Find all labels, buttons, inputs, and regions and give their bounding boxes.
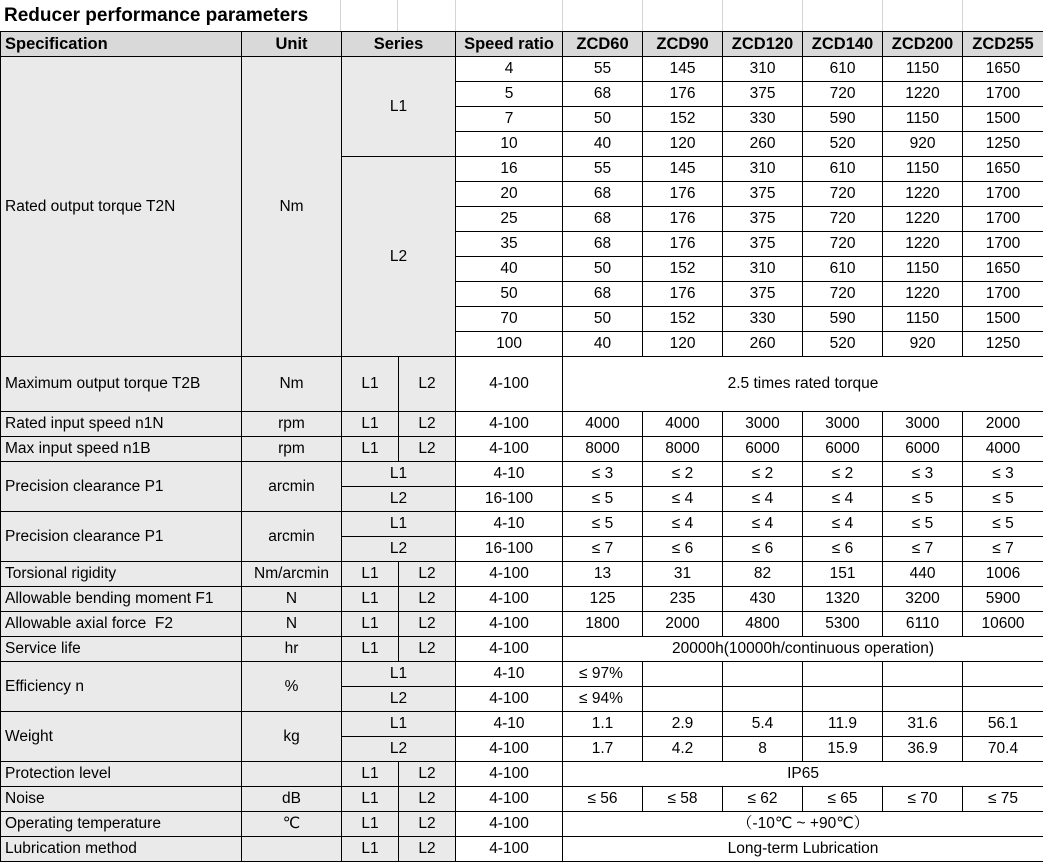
header-model: ZCD90 <box>643 32 723 57</box>
value-cell: 68 <box>563 232 643 257</box>
value-cell: 4.2 <box>643 737 723 762</box>
series-cell: L1 <box>342 762 399 787</box>
value-cell: ≤ 4 <box>723 512 803 537</box>
ratio-cell: 4-10 <box>456 662 563 687</box>
empty-cell <box>963 687 1043 712</box>
value-cell: ≤ 2 <box>803 462 883 487</box>
series-cell: L2 <box>342 157 456 357</box>
spec-cell: Efficiency n <box>1 662 242 712</box>
value-cell: 1.1 <box>563 712 643 737</box>
ratio-cell: 10 <box>456 132 563 157</box>
series-cell: L1 <box>342 837 399 862</box>
series-cell: L2 <box>342 487 456 512</box>
value-cell: 6000 <box>723 437 803 462</box>
ratio-cell: 100 <box>456 332 563 357</box>
value-cell: 520 <box>803 132 883 157</box>
value-cell: 152 <box>643 307 723 332</box>
value-cell: 68 <box>563 282 643 307</box>
unit-cell: N <box>242 612 342 637</box>
value-cell: 1500 <box>963 107 1043 132</box>
value-cell: ≤ 5 <box>883 487 963 512</box>
table-row <box>1 837 1043 862</box>
series-cell: L1 <box>342 787 399 812</box>
value-cell: 3200 <box>883 587 963 612</box>
value-cell: ≤ 94% <box>563 687 643 712</box>
value-cell: 125 <box>563 587 643 612</box>
header-model: ZCD120 <box>723 32 803 57</box>
ratio-cell: 4-10 <box>456 512 563 537</box>
series-cell: L1 <box>342 57 456 157</box>
value-cell: ≤ 6 <box>723 537 803 562</box>
ratio-cell: 16 <box>456 157 563 182</box>
spec-cell: Rated input speed n1N <box>1 412 242 437</box>
value-cell: ≤ 3 <box>963 462 1043 487</box>
value-cell: 4000 <box>643 412 723 437</box>
series-cell: L2 <box>399 437 456 462</box>
value-cell: ≤ 62 <box>723 787 803 812</box>
value-cell: ≤ 2 <box>723 462 803 487</box>
value-cell: 36.9 <box>883 737 963 762</box>
series-cell: L2 <box>399 612 456 637</box>
series-cell: L1 <box>342 357 399 412</box>
empty-cell <box>963 662 1043 687</box>
series-cell: L2 <box>399 587 456 612</box>
value-cell: 310 <box>723 57 803 82</box>
value-cell: ≤ 5 <box>963 512 1043 537</box>
ratio-cell: 4-100 <box>456 612 563 637</box>
value-cell: 1250 <box>963 332 1043 357</box>
value-cell: ≤ 5 <box>883 512 963 537</box>
ratio-cell: 4-100 <box>456 787 563 812</box>
value-cell: 55 <box>563 157 643 182</box>
value-cell: 145 <box>643 57 723 82</box>
header-unit: Unit <box>242 32 342 57</box>
value-cell: 1650 <box>963 257 1043 282</box>
grid-line <box>962 0 963 31</box>
spec-cell: Service life <box>1 637 242 662</box>
value-cell: ≤ 4 <box>643 487 723 512</box>
ratio-cell: 4-10 <box>456 712 563 737</box>
value-cell: ≤ 75 <box>963 787 1043 812</box>
value-cell: ≤ 2 <box>643 462 723 487</box>
value-cell: 1150 <box>883 307 963 332</box>
empty-cell <box>723 662 803 687</box>
value-cell: ≤ 58 <box>643 787 723 812</box>
value-cell: 68 <box>563 207 643 232</box>
ratio-cell: 4-100 <box>456 637 563 662</box>
value-cell: 6000 <box>883 437 963 462</box>
value-cell: 920 <box>883 132 963 157</box>
series-cell: L1 <box>342 562 399 587</box>
value-cell: 1220 <box>883 207 963 232</box>
value-cell: 70.4 <box>963 737 1043 762</box>
sheet-title: Reducer performance parameters <box>4 4 308 28</box>
series-cell: L1 <box>342 637 399 662</box>
value-cell: 1.7 <box>563 737 643 762</box>
ratio-cell: 4-10 <box>456 462 563 487</box>
unit-cell: arcmin <box>242 512 342 562</box>
value-cell: 11.9 <box>803 712 883 737</box>
spec-cell: Rated output torque T2N <box>1 57 242 357</box>
series-cell: L2 <box>399 412 456 437</box>
value-cell: 40 <box>563 132 643 157</box>
value-cell: 120 <box>643 132 723 157</box>
value-cell: 1650 <box>963 57 1043 82</box>
value-cell: 152 <box>643 107 723 132</box>
value-cell: 68 <box>563 182 643 207</box>
ratio-cell: 20 <box>456 182 563 207</box>
value-cell: ≤ 6 <box>803 537 883 562</box>
value-cell: 1500 <box>963 307 1043 332</box>
value-cell: 5.4 <box>723 712 803 737</box>
value-cell: ≤ 3 <box>563 462 643 487</box>
unit-cell: Nm <box>242 357 342 412</box>
table-row <box>1 762 1043 787</box>
spec-cell: Precision clearance P1 <box>1 462 242 512</box>
value-cell: 151 <box>803 562 883 587</box>
value-cell: ≤ 5 <box>563 487 643 512</box>
table-row <box>1 787 1043 812</box>
value-cell: 1650 <box>963 157 1043 182</box>
value-cell: 610 <box>803 257 883 282</box>
table-row <box>1 512 1043 537</box>
value-cell: 330 <box>723 107 803 132</box>
unit-cell: hr <box>242 637 342 662</box>
value-cell: 1220 <box>883 232 963 257</box>
spec-cell: Precision clearance P1 <box>1 512 242 562</box>
value-cell: ≤ 7 <box>883 537 963 562</box>
value-cell: 260 <box>723 332 803 357</box>
grid-line <box>722 0 723 31</box>
table-row <box>1 587 1043 612</box>
unit-cell: Nm <box>242 57 342 357</box>
value-cell: 56.1 <box>963 712 1043 737</box>
value-cell: 1220 <box>883 282 963 307</box>
table-row <box>1 562 1043 587</box>
ratio-cell: 4-100 <box>456 412 563 437</box>
series-cell: L1 <box>342 612 399 637</box>
value-cell: 120 <box>643 332 723 357</box>
unit-cell <box>242 762 342 787</box>
table-row <box>1 612 1043 637</box>
value-cell: 8000 <box>563 437 643 462</box>
merged-value-cell: Long-term Lubrication <box>563 837 1043 862</box>
value-cell: 6110 <box>883 612 963 637</box>
value-cell: 720 <box>803 282 883 307</box>
series-cell: L2 <box>399 762 456 787</box>
value-cell: 610 <box>803 57 883 82</box>
value-cell: 1700 <box>963 207 1043 232</box>
empty-cell <box>643 662 723 687</box>
value-cell: 330 <box>723 307 803 332</box>
value-cell: 40 <box>563 332 643 357</box>
grid-line <box>397 0 398 31</box>
value-cell: 520 <box>803 332 883 357</box>
value-cell: 50 <box>563 257 643 282</box>
spec-cell: Lubrication method <box>1 837 242 862</box>
grid-line <box>340 0 341 31</box>
series-cell: L2 <box>342 687 456 712</box>
series-cell: L1 <box>342 437 399 462</box>
value-cell: 2000 <box>963 412 1043 437</box>
table-row <box>1 462 1043 487</box>
ratio-cell: 4-100 <box>456 562 563 587</box>
value-cell: 15.9 <box>803 737 883 762</box>
series-cell: L2 <box>399 837 456 862</box>
header-series: Series <box>342 32 456 57</box>
unit-cell: ℃ <box>242 812 342 837</box>
grid-line <box>642 0 643 31</box>
header-speed-ratio: Speed ratio <box>456 32 563 57</box>
value-cell: ≤ 6 <box>643 537 723 562</box>
series-cell: L1 <box>342 412 399 437</box>
series-cell: L1 <box>342 662 456 687</box>
table-row <box>1 437 1043 462</box>
ratio-cell: 4-100 <box>456 437 563 462</box>
value-cell: 260 <box>723 132 803 157</box>
ratio-cell: 4 <box>456 57 563 82</box>
header-model: ZCD140 <box>803 32 883 57</box>
value-cell: 1150 <box>883 57 963 82</box>
value-cell: 375 <box>723 207 803 232</box>
table-row <box>1 357 1043 412</box>
grid-line <box>802 0 803 31</box>
series-cell: L2 <box>399 812 456 837</box>
value-cell: 13 <box>563 562 643 587</box>
empty-cell <box>643 687 723 712</box>
ratio-cell: 50 <box>456 282 563 307</box>
ratio-cell: 4-100 <box>456 762 563 787</box>
value-cell: 8 <box>723 737 803 762</box>
value-cell: 5900 <box>963 587 1043 612</box>
table-row <box>1 812 1043 837</box>
value-cell: 1150 <box>883 107 963 132</box>
value-cell: 720 <box>803 182 883 207</box>
value-cell: 4800 <box>723 612 803 637</box>
unit-cell: kg <box>242 712 342 762</box>
value-cell: 82 <box>723 562 803 587</box>
ratio-cell: 16-100 <box>456 537 563 562</box>
value-cell: ≤ 4 <box>803 512 883 537</box>
ratio-cell: 25 <box>456 207 563 232</box>
value-cell: 590 <box>803 307 883 332</box>
merged-value-cell: IP65 <box>563 762 1043 787</box>
value-cell: 1006 <box>963 562 1043 587</box>
value-cell: 720 <box>803 207 883 232</box>
value-cell: 1700 <box>963 182 1043 207</box>
value-cell: 1220 <box>883 82 963 107</box>
value-cell: ≤ 97% <box>563 662 643 687</box>
value-cell: 5300 <box>803 612 883 637</box>
header-row <box>1 32 1043 57</box>
series-cell: L2 <box>399 357 456 412</box>
value-cell: 1700 <box>963 282 1043 307</box>
merged-value-cell: 20000h(10000h/continuous operation) <box>563 637 1043 662</box>
ratio-cell: 4-100 <box>456 587 563 612</box>
value-cell: 31 <box>643 562 723 587</box>
value-cell: 176 <box>643 282 723 307</box>
spec-cell: Operating temperature <box>1 812 242 837</box>
value-cell: 1150 <box>883 157 963 182</box>
ratio-cell: 16-100 <box>456 487 563 512</box>
series-cell: L2 <box>342 737 456 762</box>
value-cell: 3000 <box>723 412 803 437</box>
value-cell: 1800 <box>563 612 643 637</box>
spec-cell: Maximum output torque T2B <box>1 357 242 412</box>
series-cell: L2 <box>342 537 456 562</box>
value-cell: 610 <box>803 157 883 182</box>
unit-cell: arcmin <box>242 462 342 512</box>
value-cell: 375 <box>723 82 803 107</box>
header-model: ZCD255 <box>963 32 1043 57</box>
spec-cell: Allowable bending moment F1 <box>1 587 242 612</box>
value-cell: 176 <box>643 207 723 232</box>
value-cell: ≤ 5 <box>563 512 643 537</box>
ratio-cell: 4-100 <box>456 357 563 412</box>
value-cell: 1320 <box>803 587 883 612</box>
merged-value-cell: （-10℃ ~ +90℃） <box>563 812 1043 837</box>
value-cell: 2.9 <box>643 712 723 737</box>
value-cell: 145 <box>643 157 723 182</box>
value-cell: 55 <box>563 57 643 82</box>
value-cell: 2000 <box>643 612 723 637</box>
ratio-cell: 4-100 <box>456 737 563 762</box>
value-cell: ≤ 4 <box>803 487 883 512</box>
empty-cell <box>723 687 803 712</box>
value-cell: ≤ 4 <box>643 512 723 537</box>
series-cell: L2 <box>399 562 456 587</box>
value-cell: 3000 <box>883 412 963 437</box>
value-cell: 50 <box>563 107 643 132</box>
series-cell: L2 <box>399 787 456 812</box>
unit-cell: rpm <box>242 437 342 462</box>
ratio-cell: 4-100 <box>456 812 563 837</box>
value-cell: 152 <box>643 257 723 282</box>
series-cell: L2 <box>399 637 456 662</box>
grid-line <box>562 0 563 31</box>
value-cell: 440 <box>883 562 963 587</box>
value-cell: ≤ 7 <box>963 537 1043 562</box>
value-cell: 68 <box>563 82 643 107</box>
unit-cell: % <box>242 662 342 712</box>
value-cell: 3000 <box>803 412 883 437</box>
value-cell: ≤ 4 <box>723 487 803 512</box>
value-cell: ≤ 3 <box>883 462 963 487</box>
ratio-cell: 7 <box>456 107 563 132</box>
value-cell: 10600 <box>963 612 1043 637</box>
series-cell: L1 <box>342 512 456 537</box>
value-cell: 4000 <box>963 437 1043 462</box>
series-cell: L1 <box>342 712 456 737</box>
ratio-cell: 40 <box>456 257 563 282</box>
spec-cell: Torsional rigidity <box>1 562 242 587</box>
value-cell: 590 <box>803 107 883 132</box>
value-cell: 176 <box>643 232 723 257</box>
header-specification: Specification <box>1 32 242 57</box>
value-cell: 50 <box>563 307 643 332</box>
value-cell: 6000 <box>803 437 883 462</box>
merged-value-cell: 2.5 times rated torque <box>563 357 1043 412</box>
unit-cell: N <box>242 587 342 612</box>
value-cell: 375 <box>723 232 803 257</box>
value-cell: 31.6 <box>883 712 963 737</box>
ratio-cell: 4-100 <box>456 687 563 712</box>
empty-cell <box>803 662 883 687</box>
value-cell: 176 <box>643 82 723 107</box>
table-row <box>1 57 1043 82</box>
table-row <box>1 412 1043 437</box>
ratio-cell: 4-100 <box>456 837 563 862</box>
spec-cell: Weight <box>1 712 242 762</box>
table-row <box>1 662 1043 687</box>
ratio-cell: 35 <box>456 232 563 257</box>
value-cell: 235 <box>643 587 723 612</box>
performance-table <box>0 31 1043 862</box>
spec-cell: Noise <box>1 787 242 812</box>
value-cell: ≤ 70 <box>883 787 963 812</box>
spec-cell: Protection level <box>1 762 242 787</box>
value-cell: ≤ 65 <box>803 787 883 812</box>
unit-cell <box>242 837 342 862</box>
spec-cell: Allowable axial force F2 <box>1 612 242 637</box>
empty-cell <box>883 662 963 687</box>
value-cell: 1700 <box>963 82 1043 107</box>
value-cell: 310 <box>723 257 803 282</box>
value-cell: 920 <box>883 332 963 357</box>
value-cell: 1150 <box>883 257 963 282</box>
unit-cell: Nm/arcmin <box>242 562 342 587</box>
table-row <box>1 712 1043 737</box>
value-cell: ≤ 7 <box>563 537 643 562</box>
table-row <box>1 637 1043 662</box>
grid-line <box>882 0 883 31</box>
series-cell: L1 <box>342 462 456 487</box>
value-cell: 176 <box>643 182 723 207</box>
header-model: ZCD200 <box>883 32 963 57</box>
value-cell: 720 <box>803 232 883 257</box>
value-cell: 375 <box>723 182 803 207</box>
value-cell: ≤ 56 <box>563 787 643 812</box>
empty-cell <box>803 687 883 712</box>
ratio-cell: 70 <box>456 307 563 332</box>
value-cell: 8000 <box>643 437 723 462</box>
value-cell: 4000 <box>563 412 643 437</box>
unit-cell: dB <box>242 787 342 812</box>
value-cell: 1700 <box>963 232 1043 257</box>
value-cell: 310 <box>723 157 803 182</box>
value-cell: 1220 <box>883 182 963 207</box>
series-cell: L1 <box>342 587 399 612</box>
value-cell: 375 <box>723 282 803 307</box>
value-cell: 430 <box>723 587 803 612</box>
ratio-cell: 5 <box>456 82 563 107</box>
spec-cell: Max input speed n1B <box>1 437 242 462</box>
empty-cell <box>883 687 963 712</box>
value-cell: 1250 <box>963 132 1043 157</box>
unit-cell: rpm <box>242 412 342 437</box>
header-model: ZCD60 <box>563 32 643 57</box>
grid-line <box>455 0 456 31</box>
value-cell: 720 <box>803 82 883 107</box>
series-cell: L1 <box>342 812 399 837</box>
value-cell: ≤ 5 <box>963 487 1043 512</box>
